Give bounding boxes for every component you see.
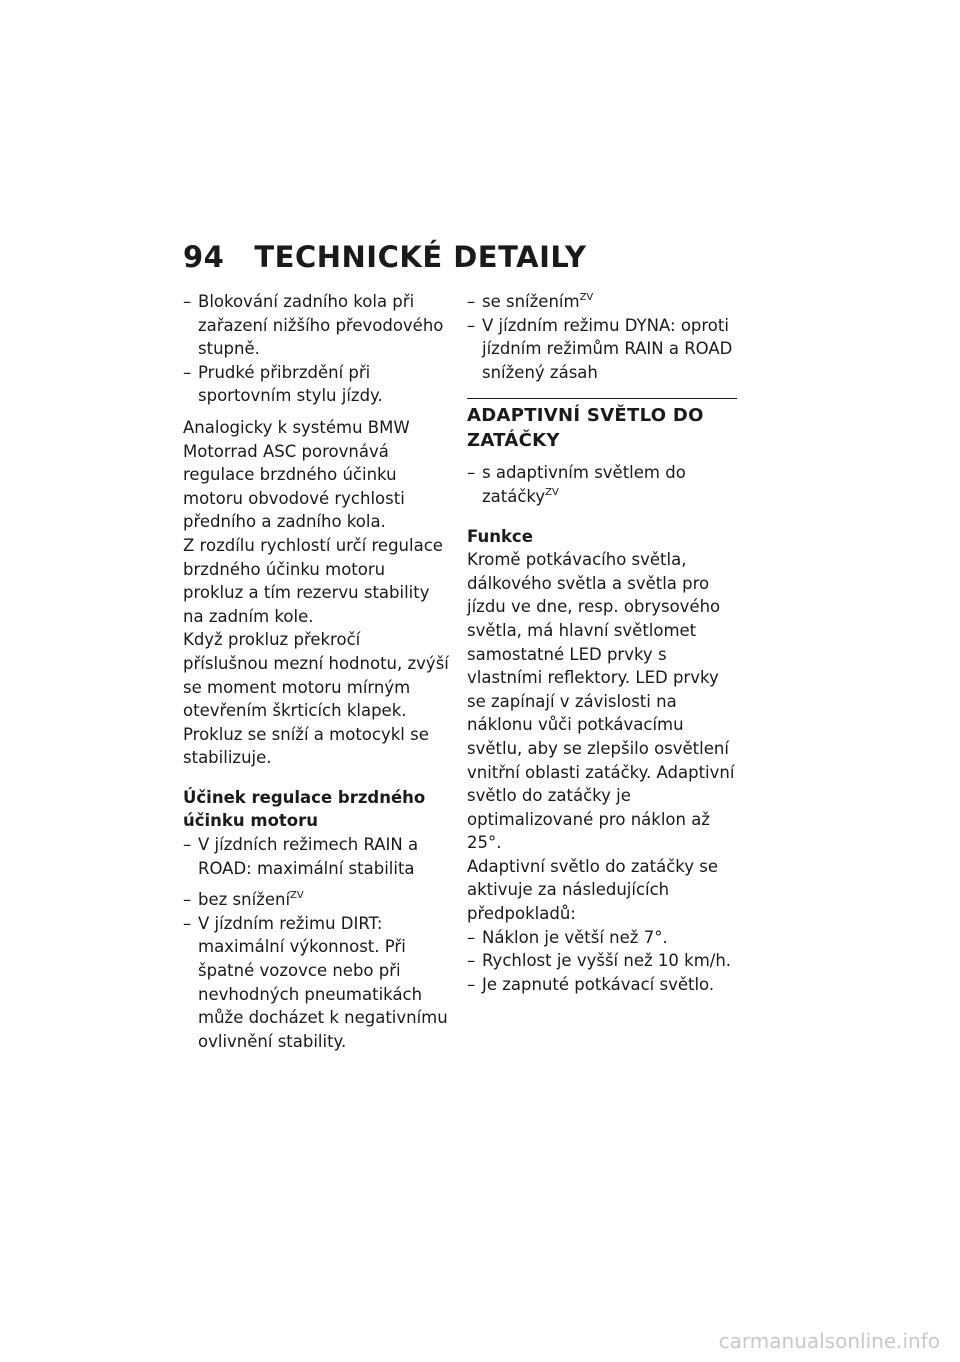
list-item: – Je zapnuté potkávací světlo. bbox=[467, 974, 715, 994]
superscript: ZV bbox=[290, 890, 304, 902]
superscript: ZV bbox=[545, 486, 559, 498]
right-column bbox=[467, 290, 737, 996]
superscript: ZV bbox=[579, 292, 594, 303]
page-number: 94 bbox=[183, 240, 225, 274]
section-divider bbox=[467, 398, 737, 399]
list-item: – V jízdních režimech RAIN a ROAD: maximální stabilita bbox=[183, 835, 419, 878]
list-item: – V jízdním režimu DYNA: oproti jízdním režimům RAIN a ROAD snížený zásah bbox=[467, 315, 733, 382]
list-item: – s adaptivním světlem do zatáčky$^{ZV}$ bbox=[467, 463, 686, 506]
left-column bbox=[183, 290, 449, 1053]
watermark: carmanualsonline.info bbox=[718, 1329, 940, 1353]
list-item-text: V jízdním režimu DYNA: oproti jízdním režimům RAIN a ROAD snížený zásah bbox=[482, 315, 733, 382]
section-heading: ADAPTIVNÍ SVĚTLO DO ZATÁČKY bbox=[467, 405, 704, 452]
list-item-text: Náklon je větší než 7°. bbox=[482, 927, 668, 947]
list-item: – bez snížení$^{ZV}$ bbox=[183, 890, 304, 910]
list-item-text: Rychlost je vyšší než 10 km/h. bbox=[482, 951, 732, 971]
list-item-text: se snížením bbox=[482, 292, 580, 311]
sub-heading: Funkce bbox=[467, 526, 533, 546]
list-item-text: s adaptivním světlem do zatáčky bbox=[482, 463, 686, 506]
page-title: TECHNICKÉ DETAILY bbox=[254, 240, 587, 274]
paragraph: Když prokluz překročí příslušnou mezní hodnotu, zvýší se moment motoru mírným otevřením škrticích klapek. Prokluz se sníží a motocykl se stabilizuje. bbox=[183, 630, 449, 768]
paragraph: Adaptivní světlo do zatáčky se aktivuje za následujících předpokladů: bbox=[467, 856, 719, 924]
list-item: – se snížením$^{ZV}$ bbox=[467, 292, 594, 311]
paragraph: Kromě potkávacího světla, dálkového světla a světla pro jízdu ve dne, resp. obrysového světla, má hlavní světlomet samostatné LED prvky s vlastními reflektory. LED prvky se zapínají v závislosti na náklonu vůči potkávacímu světlu, aby se zlepšilo osvětlení vnitřní oblasti zatáčky. Adaptivní světlo do zatáčky je optimalizované pro náklon až 25°. bbox=[467, 550, 735, 853]
paragraph: Z rozdílu rychlostí určí regulace brzdného účinku motoru prokluz a tím rezervu stability na zadním kole. bbox=[183, 535, 443, 626]
sub-heading: Účinek regulace brzdného účinku motoru bbox=[183, 787, 426, 831]
list-item: – Náklon je větší než 7°. bbox=[467, 927, 668, 947]
list-item-text: Prudké přibrzdění při sportovním stylu jízdy. bbox=[198, 362, 383, 406]
paragraph: Analogicky k systému BMW Motorrad ASC porovnává regulace brzdného účinku motoru obvodové rychlosti předního a zadního kola. bbox=[183, 417, 410, 532]
page-header bbox=[183, 240, 586, 274]
list-item: – Blokování zadního kola při zařazení nižšího převodového stupně. bbox=[183, 292, 444, 359]
list-item-text: V jízdním režimu DIRT: maximální výkonnost. Při špatné vozovce nebo při nevhodných pneumatikách může docházet k negativnímu ovlivnění stability. bbox=[198, 913, 448, 1051]
list-item: – Rychlost je vyšší než 10 km/h. bbox=[467, 951, 732, 971]
list-item-text: bez snížení bbox=[198, 890, 291, 910]
list-item-text: Je zapnuté potkávací světlo. bbox=[482, 974, 715, 994]
list-item-text: Blokování zadního kola při zařazení nižšího převodového stupně. bbox=[198, 292, 444, 359]
list-item: – V jízdním režimu DIRT: maximální výkonnost. Při špatné vozovce nebo při nevhodných pneumatikách může docházet k negativnímu ovlivnění stability. bbox=[183, 913, 448, 1051]
list-item: – Prudké přibrzdění při sportovním stylu jízdy. bbox=[183, 362, 383, 406]
list-item-text: V jízdních režimech RAIN a ROAD: maximální stabilita bbox=[198, 835, 419, 878]
